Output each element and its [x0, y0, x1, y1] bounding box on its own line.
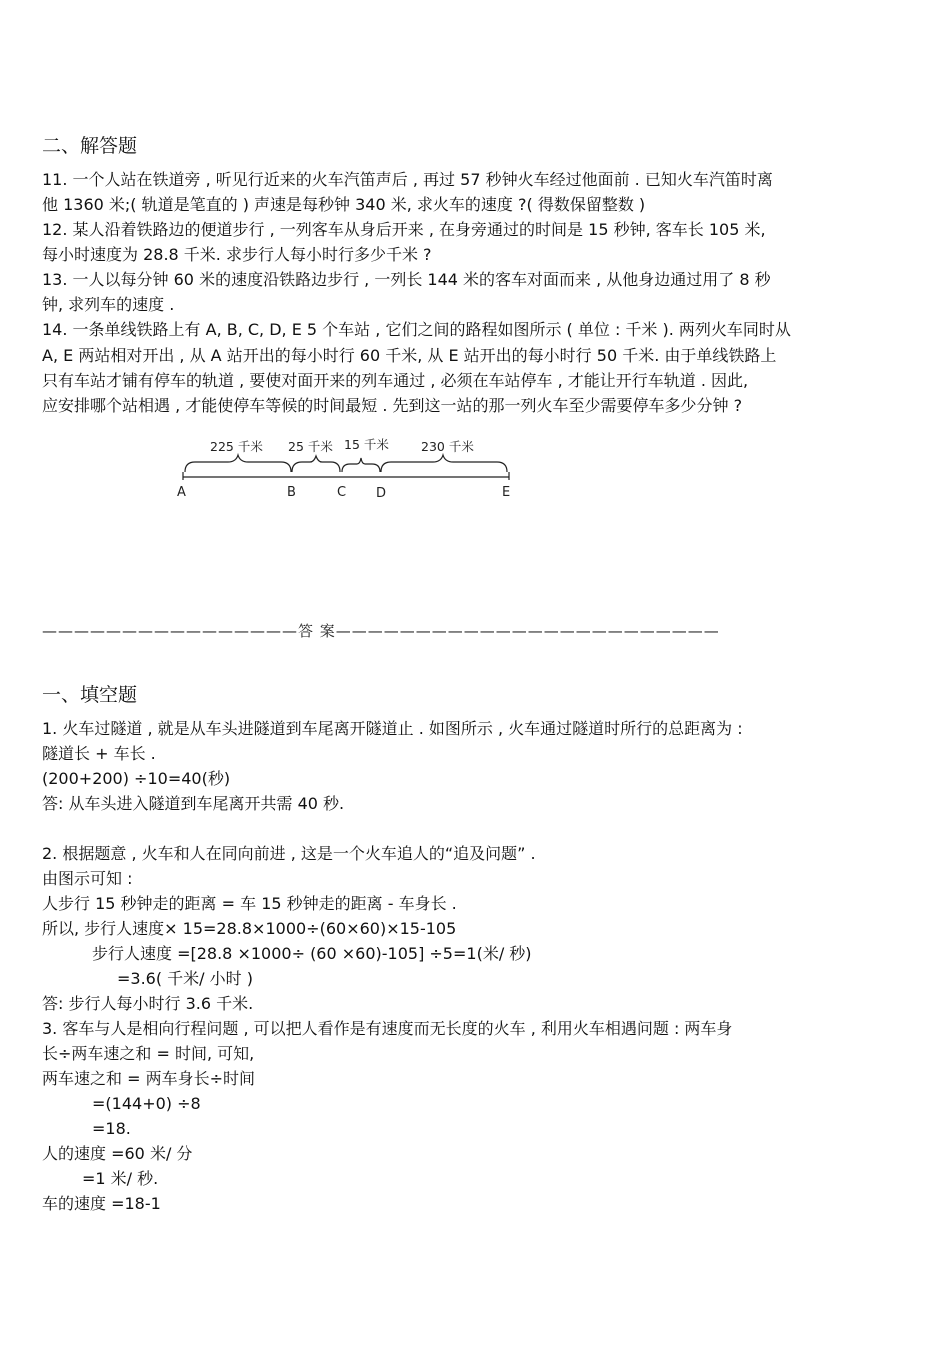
brace-cd [342, 458, 380, 472]
answer-2-line-3: 人步行 15 秒钟走的距离 = 车 15 秒钟走的距离 - 车身长 . [42, 894, 457, 913]
answer-2-line-6: =3.6( 千米/ 小时 ) [117, 969, 253, 988]
answer-3-line-2: 长÷两车速之和 = 时间, 可知, [42, 1044, 255, 1063]
problem-11-line-2: 他 1360 米;( 轨道是笔直的 ) 声速是每秒钟 340 米, 求火车的速度 ?( 得数保留整数 ) [42, 195, 646, 214]
station-d: D [376, 486, 387, 501]
answer-2-line-7: 答: 步行人每小时行 3.6 千米. [42, 994, 254, 1013]
answer-1-line-4: 答: 从车头进入隧道到车尾离开共需 40 秒. [42, 794, 345, 813]
station-b: B [287, 485, 296, 500]
brace-ab [185, 455, 291, 472]
answer-1-line-1: 1. 火车过隧道 , 就是从车头进隧道到车尾离开隧道止 . 如图所示 , 火车通过隧道时所行的总距离为 : [42, 719, 743, 738]
answer-divider: ————————————————答 案———————————————————————— [42, 622, 720, 640]
section2-title: 二、解答题 [42, 135, 138, 157]
answer-3-line-4: =(144+0) ÷8 [92, 1094, 201, 1113]
answer-2-line-2: 由图示可知 : [42, 869, 133, 888]
station-a: A [177, 485, 186, 500]
station-c: C [337, 485, 347, 500]
railway-diagram [0, 0, 950, 520]
brace-bc [292, 456, 340, 472]
answer-1-line-2: 隧道长 + 车长 . [42, 744, 156, 763]
answer-2-line-4: 所以, 步行人速度× 15=28.8×1000÷(60×60)×15-105 [42, 919, 457, 938]
answer-3-line-1: 3. 客车与人是相向行程问题 , 可以把人看作是有速度而无长度的火车 , 利用火车相遇问题 : 两车身 [42, 1019, 733, 1038]
problem-14-line-4: 应安排哪个站相遇 , 才能使停车等候的时间最短 . 先到这一站的那一列火车至少需要停车多少分钟 ? [42, 396, 743, 415]
problem-14-line-2: A, E 两站相对开出 , 从 A 站开出的每小时行 60 千米, 从 E 站开出的每小时行 50 千米. 由于单线铁路上 [42, 346, 777, 365]
answer-1-line-3: (200+200) ÷10=40(秒) [42, 769, 231, 788]
answer-3-line-6: 人的速度 =60 米/ 分 [42, 1144, 193, 1163]
answer-3-line-3: 两车速之和 = 两车身长÷时间 [42, 1069, 255, 1088]
answer-3-line-5: =18. [92, 1119, 131, 1138]
segment-label-cd: 15 千米 [344, 437, 389, 452]
answer-3-line-7: =1 米/ 秒. [82, 1169, 159, 1188]
problem-11-line-1: 11. 一个人站在铁道旁 , 听见行近来的火车汽笛声后 , 再过 57 秒钟火车经过他面前 . 已知火车汽笛时离 [42, 170, 773, 189]
station-e: E [502, 485, 511, 500]
brace-de [381, 455, 507, 472]
problem-12-line-1: 12. 某人沿着铁路边的便道步行 , 一列客车从身后开来 , 在身旁通过的时间是 15 秒钟, 客车长 105 米, [42, 220, 766, 239]
answer-2-line-5: 步行人速度 =[28.8 ×1000÷ (60 ×60)-105] ÷5=1(米/ 秒) [92, 944, 532, 963]
problem-12-line-2: 每小时速度为 28.8 千米. 求步行人每小时行多少千米 ? [42, 245, 432, 264]
segment-label-bc: 25 千米 [288, 439, 333, 454]
segment-label-ab: 225 千米 [210, 439, 263, 454]
answer-2-line-1: 2. 根据题意 , 火车和人在同向前进 , 这是一个火车追人的“追及问题” . [42, 844, 536, 863]
problem-13-line-1: 13. 一人以每分钟 60 米的速度沿铁路边步行 , 一列长 144 米的客车对面而来 , 从他身边通过用了 8 秒 [42, 270, 771, 289]
problem-14-line-1: 14. 一条单线铁路上有 A, B, C, D, E 5 个车站 , 它们之间的路程如图所示 ( 单位 : 千米 ). 两列火车同时从 [42, 320, 791, 339]
problem-14-line-3: 只有车站才铺有停车的轨道 , 要使对面开来的列车通过 , 必须在车站停车 , 才能让开行车轨道 . 因此, [42, 371, 749, 390]
answer-3-line-8: 车的速度 =18-1 [42, 1194, 161, 1213]
problem-13-line-2: 钟, 求列车的速度 . [42, 295, 175, 314]
segment-label-de: 230 千米 [421, 439, 474, 454]
section1-title: 一、填空题 [42, 684, 138, 706]
